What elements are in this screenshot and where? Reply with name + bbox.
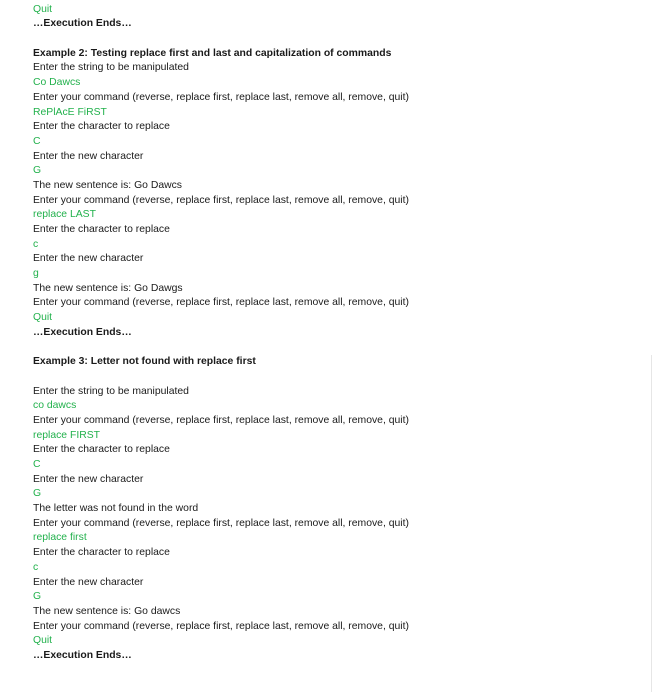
console-output-line: Enter your command (reverse, replace first, replace last, remove all, remove, quit) <box>33 194 409 206</box>
console-output-line: Enter the character to replace <box>33 121 170 133</box>
example-heading: Example 2: Testing replace first and last and capitalization of commands <box>33 47 392 59</box>
user-input-line: replace LAST <box>33 209 96 221</box>
example-heading: Example 3: Letter not found with replace first <box>33 356 256 368</box>
user-input-line: G <box>33 165 42 177</box>
user-input-line: replace first <box>33 532 87 544</box>
console-output-line: Enter your command (reverse, replace first, replace last, remove all, remove, quit) <box>33 297 409 309</box>
user-input-line: g <box>33 268 39 280</box>
execution-ends-line: …Execution Ends… <box>33 326 132 338</box>
execution-ends-line: …Execution Ends… <box>33 18 132 30</box>
user-input-line: C <box>33 459 41 470</box>
user-input-line: c <box>33 561 39 573</box>
user-input-line: Quit <box>33 312 53 324</box>
console-output-line: Enter the new character <box>33 150 144 162</box>
execution-ends-line: …Execution Ends… <box>33 649 132 661</box>
console-output-line: The new sentence is: Go dawcs <box>33 605 181 617</box>
console-output-line: Enter the character to replace <box>33 547 170 559</box>
console-output-line: The new sentence is: Go Dawgs <box>33 282 183 294</box>
blank-line <box>33 370 643 385</box>
blank-line <box>33 341 643 356</box>
console-output-line: Enter the character to replace <box>33 224 170 235</box>
user-input-line: Quit <box>33 635 53 647</box>
user-input-line: C <box>33 135 41 147</box>
console-output-line: Enter the new character <box>33 576 144 588</box>
console-output-line: The new sentence is: Go Dawcs <box>33 179 183 191</box>
user-input-line: G <box>33 488 42 500</box>
console-output-line: Enter your command (reverse, replace first, replace last, remove all, remove, quit) <box>33 414 409 426</box>
console-output-line: Enter the new character <box>33 253 144 265</box>
console-output-line: Enter your command (reverse, replace first, replace last, remove all, remove, quit) <box>33 620 409 632</box>
document-body <box>33 0 643 664</box>
user-input-line: Co Dawcs <box>33 77 81 89</box>
console-output-line: Enter your command (reverse, replace first, replace last, remove all, remove, quit) <box>33 517 409 529</box>
console-output-line: Enter the new character <box>33 473 144 485</box>
blank-line <box>33 32 643 47</box>
console-output-line: The letter was not found in the word <box>33 503 199 515</box>
user-input-line: G <box>33 591 42 603</box>
user-input-line: Quit <box>33 3 53 15</box>
user-input-line: co dawcs <box>33 400 77 412</box>
user-input-line: c <box>33 238 39 250</box>
console-output-line: Enter the character to replace <box>33 444 170 456</box>
user-input-line: RePlAcE FiRST <box>33 106 107 118</box>
console-output-line: Enter your command (reverse, replace first, replace last, remove all, remove, quit) <box>33 91 409 103</box>
user-input-line: replace FIRST <box>33 429 100 441</box>
console-output-line: Enter the string to be manipulated <box>33 385 189 397</box>
console-output-line: Enter the string to be manipulated <box>33 62 189 74</box>
